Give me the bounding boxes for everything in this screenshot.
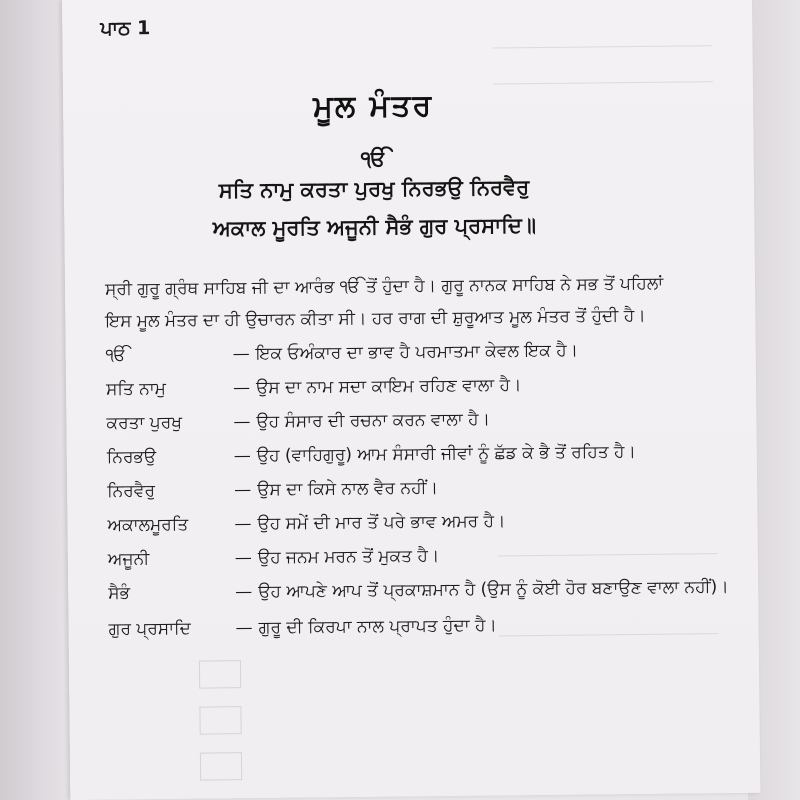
bleed-through-line xyxy=(493,81,713,84)
glossary-dash: — xyxy=(234,480,252,501)
glossary-definition: ਉਹ (ਵਾਹਿਗੁਰੂ) ਆਮ ਸੰਸਾਰੀ ਜੀਵਾਂ ਨੂੰ ਛੱਡ ਕੇ ਭੈ ਤੋਂ ਰਹਿਤ ਹੈ। xyxy=(256,442,636,466)
glossary-dash: — xyxy=(233,446,251,467)
glossary-row xyxy=(107,509,727,545)
glossary-definition: ਉਹ ਜਨਮ ਮਰਨ ਤੋਂ ਮੁਕਤ ਹੈ। xyxy=(257,546,440,568)
glossary-term: ਅਕਾਲਮੂਰਤਿ xyxy=(107,514,189,536)
bleed-through-box xyxy=(200,752,242,780)
glossary-term: ਸਤਿ ਨਾਮੁ xyxy=(105,378,166,400)
glossary-row xyxy=(107,441,727,477)
glossary-term: ਅਜੂਨੀ xyxy=(107,549,150,570)
glossary-dash: — xyxy=(232,378,251,399)
verse-line: ਅਕਾਲ ਮੂਰਤਿ ਅਜੂਨੀ ਸੈਭੰ ਗੁਰ ਪ੍ਰਸਾਦਿ॥ xyxy=(212,213,537,241)
glossary-row xyxy=(107,475,727,511)
chapter-label: ਪਾਠ 1 xyxy=(100,17,151,40)
glossary-definition: ਉਹ ਆਪਣੇ ਆਪ ਤੋਂ ਪ੍ਰਕਾਸ਼ਮਾਨ ਹੈ (ਉਸ ਨੂੰ ਕੋਈ ਹੋਰ ਬਣਾਉਣ ਵਾਲਾ ਨਹੀਂ)। xyxy=(258,577,729,602)
bleed-through-line xyxy=(493,45,713,48)
bleed-through-box xyxy=(199,706,241,734)
glossary-dash: — xyxy=(235,582,253,603)
paragraph-line: ਸ੍ਰੀ ਗੁਰੂ ਗ੍ਰੰਥ ਸਾਹਿਬ ਜੀ ਦਾ ਆਰੰਭ ੴ ਤੋਂ ਹੁੰਦਾ ਹੈ। ਗੁਰੂ ਨਾਨਕ ਸਾਹਿਬ ਨੇ ਸਭ ਤੋਂ ਪਹਿਲਾਂ xyxy=(104,273,664,300)
glossary-row xyxy=(108,613,728,649)
book-page xyxy=(62,0,760,800)
glossary-term: ਗੁਰ ਪ੍ਰਸਾਦਿ xyxy=(108,618,191,640)
glossary-definition: ਉਹ ਸੰਸਾਰ ਦੀ ਰਚਨਾ ਕਰਨ ਵਾਲਾ ਹੈ। xyxy=(256,409,491,432)
glossary-term: ਨਿਰਭਉ xyxy=(106,447,157,468)
glossary-row xyxy=(108,577,728,613)
glossary-definition: ਗੁਰੂ ਦੀ ਕਿਰਪਾ ਨਾਲ ਪ੍ਰਾਪਤ ਹੁੰਦਾ ਹੈ। xyxy=(258,615,497,638)
bleed-through-box xyxy=(199,660,241,688)
glossary-dash: — xyxy=(234,548,252,569)
glossary-row xyxy=(106,339,726,375)
glossary-row xyxy=(106,407,726,443)
glossary-dash: — xyxy=(233,412,251,433)
glossary-row xyxy=(106,373,726,409)
glossary-definition: ਇਕ ਓਅੰਕਾਰ ਦਾ ਭਾਵ ਹੈ ਪਰਮਾਤਮਾ ਕੇਵਲ ਇਕ ਹੈ। xyxy=(255,340,579,364)
glossary-dash: — xyxy=(235,618,253,639)
paragraph-line: ਇਸ ਮੂਲ ਮੰਤਰ ਦਾ ਹੀ ਉਚਾਰਨ ਕੀਤਾ ਸੀ। ਹਰ ਰਾਗ ਦੀ ਸ਼ੁਰੂਆਤ ਮੂਲ ਮੰਤਰ ਤੋਂ ਹੁੰਦੀ ਹੈ। xyxy=(105,305,646,332)
book-left-edge xyxy=(0,0,70,800)
glossary-dash: — xyxy=(232,344,250,365)
glossary-row xyxy=(108,543,728,579)
glossary-dash: — xyxy=(234,514,252,535)
verse-line: ਸਤਿ ਨਾਮੁ ਕਰਤਾ ਪੁਰਖੁ ਨਿਰਭਉ ਨਿਰਵੈਰੁ xyxy=(218,175,530,203)
glossary-term: ਸੈਭੰ xyxy=(108,583,131,604)
verse-line: ੴ xyxy=(360,146,387,171)
page-title: ਮੂਲ ਮੰਤਰ xyxy=(312,88,434,125)
glossary-term: ਕਰਤਾ ਪੁਰਖੁ xyxy=(106,412,183,434)
glossary-definition: ਉਹ ਸਮੇਂ ਦੀ ਮਾਰ ਤੋਂ ਪਰੇ ਭਾਵ ਅਮਰ ਹੈ। xyxy=(257,511,506,534)
glossary-term: ੴ xyxy=(105,345,127,366)
glossary-term: ਨਿਰਵੈਰੁ xyxy=(107,481,156,502)
glossary-definition: ਉਸ ਦਾ ਨਾਮ ਸਦਾ ਕਾਇਮ ਰਹਿਣ ਵਾਲਾ ਹੈ। xyxy=(255,375,522,398)
glossary-definition: ਉਸ ਦਾ ਕਿਸੇ ਨਾਲ ਵੈਰ ਨਹੀਂ। xyxy=(257,478,439,500)
